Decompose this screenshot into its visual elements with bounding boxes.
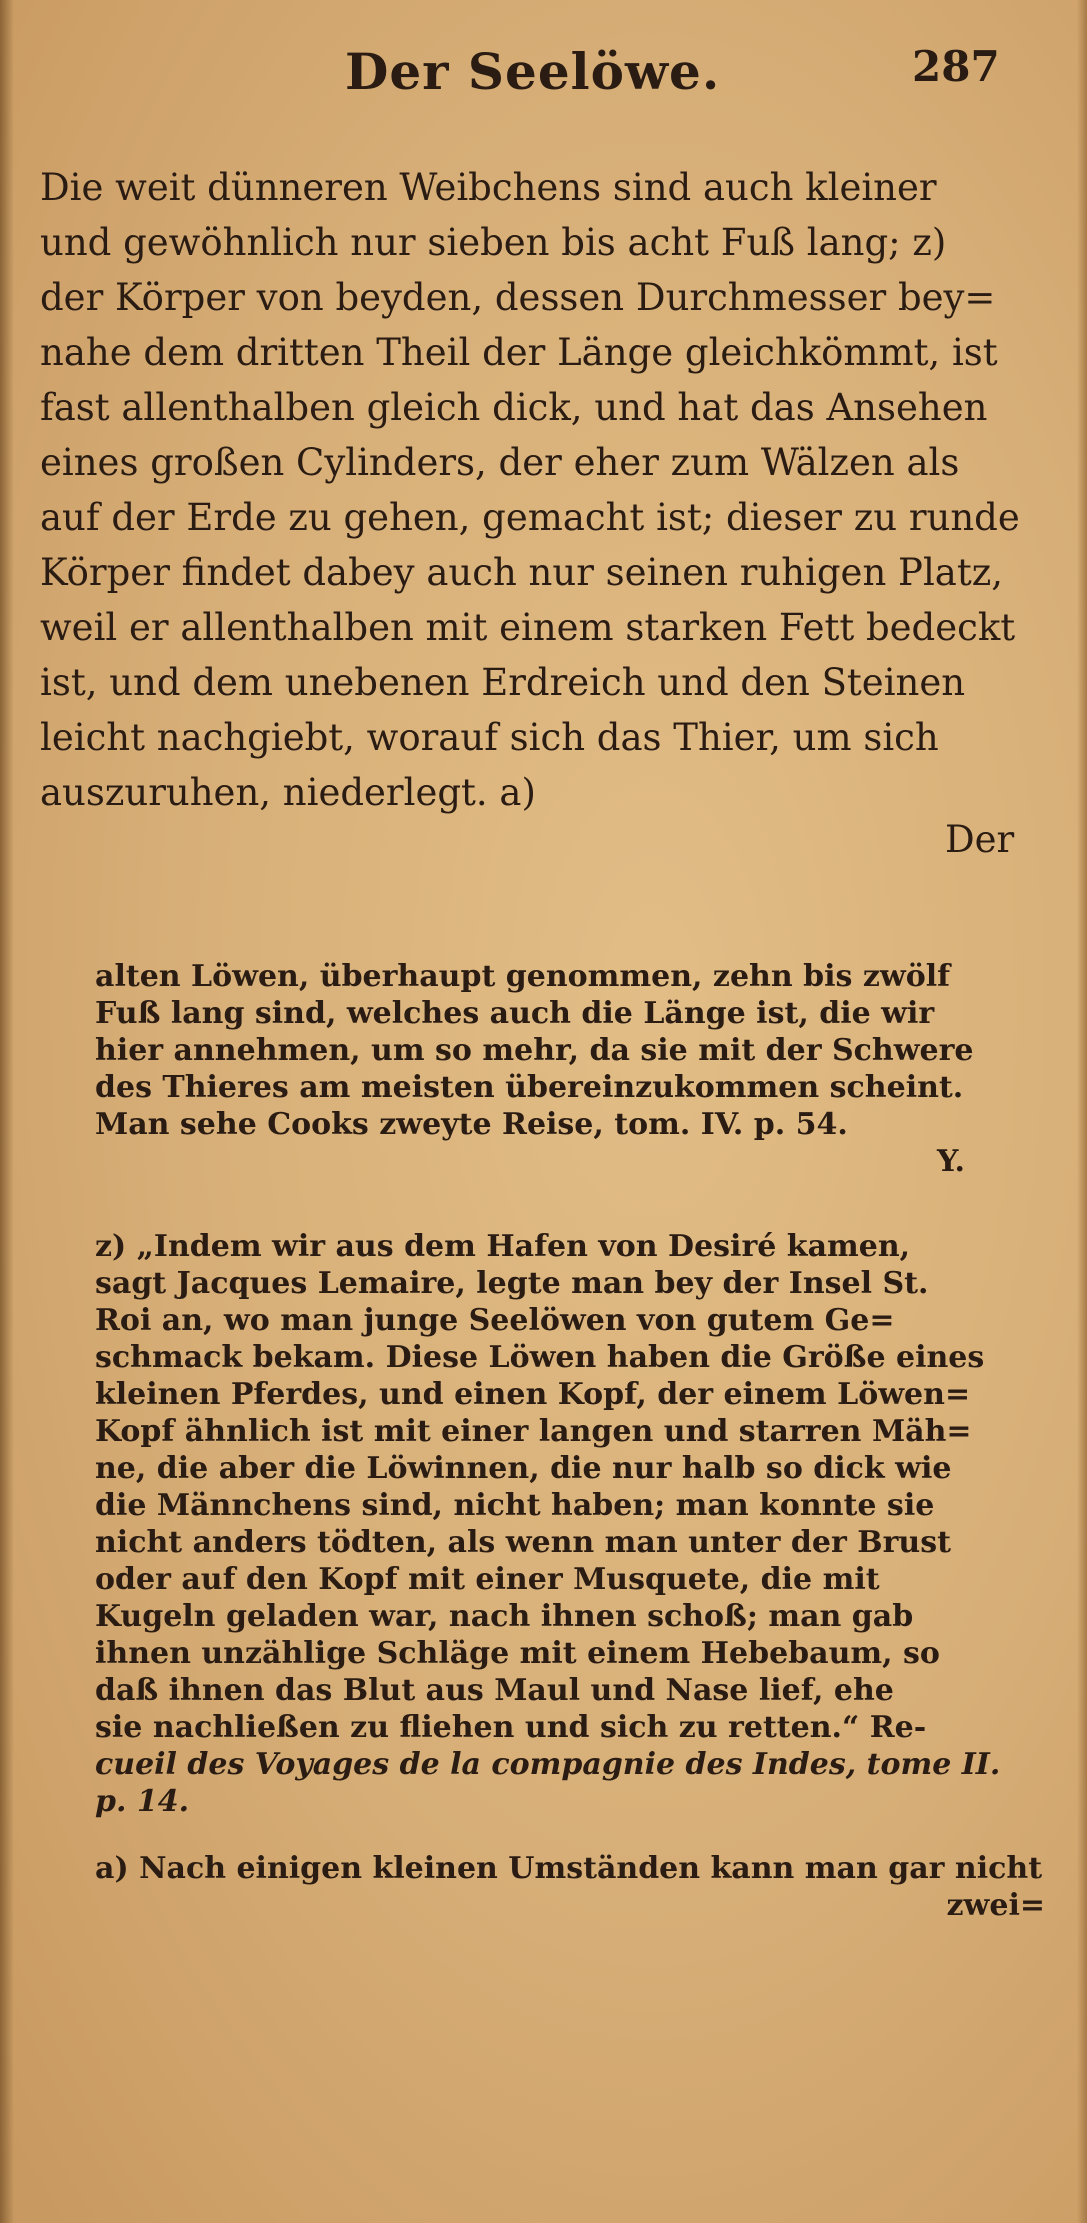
footnote-line: Man sehe Cooks zweyte Reise, tom. IV. p. 54. xyxy=(95,1107,848,1142)
footnote-line: oder auf den Kopf mit einer Musquete, die mit xyxy=(95,1562,880,1597)
footnote-line: alten Löwen, überhaupt genommen, zehn bis zwölf xyxy=(95,959,950,994)
text-line: ist, und dem unebenen Erdreich und den Steinen xyxy=(40,661,966,704)
footnote-line: Fuß lang sind, welches auch die Länge ist, die wir xyxy=(95,996,935,1031)
footnote-signature: Y. xyxy=(937,1144,965,1179)
footnote-catchword: zwei= xyxy=(946,1888,1045,1923)
footnote-line: Kopf ähnlich ist mit einer langen und starren Mäh= xyxy=(95,1414,972,1449)
footnote-line: Kugeln geladen war, nach ihnen schoß; man gab xyxy=(95,1599,914,1634)
footnote-line: daß ihnen das Blut aus Maul und Nase lief, ehe xyxy=(95,1673,894,1708)
footnote-y xyxy=(95,958,1055,1180)
footnote-line: hier annehmen, um so mehr, da sie mit der Schwere xyxy=(95,1033,974,1068)
running-title: Der Seelöwe. xyxy=(345,42,721,101)
footnote-line: Roi an, wo man junge Seelöwen von gutem Ge= xyxy=(95,1303,895,1338)
footnote-line: sie nachließen zu fliehen und sich zu retten.“ Re- xyxy=(95,1710,927,1745)
text-line: leicht nachgiebt, worauf sich das Thier, um sich xyxy=(40,716,939,759)
page-right-edge-shadow xyxy=(1077,0,1087,2223)
footnote-line: sagt Jacques Lemaire, legte man bey der Insel St. xyxy=(95,1266,929,1301)
footnote-line: kleinen Pferdes, und einen Kopf, der einem Löwen= xyxy=(95,1377,971,1412)
footnote-a xyxy=(95,1850,1055,1924)
main-text xyxy=(40,160,1050,820)
text-line: der Körper von beyden, dessen Durchmesser bey= xyxy=(40,276,996,319)
footnote-gap xyxy=(95,1180,1055,1228)
text-line: und gewöhnlich nur sieben bis acht Fuß lang; z) xyxy=(40,221,947,264)
footnote-line: die Männchens sind, nicht haben; man konnte sie xyxy=(95,1488,935,1523)
footnote-z xyxy=(95,1228,1055,1820)
text-line: Körper findet dabey auch nur seinen ruhigen Platz, xyxy=(40,551,1003,594)
footnotes xyxy=(95,958,1055,1924)
footnote-gap xyxy=(95,1820,1055,1850)
page-number: 287 xyxy=(912,42,1000,91)
text-line: eines großen Cylinders, der eher zum Wälzen als xyxy=(40,441,960,484)
footnote-line: nicht anders tödten, als wenn man unter der Brust xyxy=(95,1525,951,1560)
footnote-line: des Thieres am meisten übereinzukommen scheint. xyxy=(95,1070,964,1105)
text-line: nahe dem dritten Theil der Länge gleichkömmt, ist xyxy=(40,331,998,374)
footnote-line: schmack bekam. Diese Löwen haben die Größe eines xyxy=(95,1340,985,1375)
page-left-edge-shadow xyxy=(0,0,14,2223)
running-header xyxy=(0,42,1087,112)
catchword: Der xyxy=(945,818,1015,861)
text-line: weil er allenthalben mit einem starken Fett bedeckt xyxy=(40,606,1016,649)
text-line: auf der Erde zu gehen, gemacht ist; dieser zu runde xyxy=(40,496,1020,539)
footnote-line: cueil des Voyages de la compagnie des Indes, tome II. xyxy=(95,1747,1001,1782)
footnote-line: ihnen unzählige Schläge mit einem Hebebaum, so xyxy=(95,1636,940,1671)
text-line: auszuruhen, niederlegt. a) xyxy=(40,771,536,814)
footnote-line: z) „Indem wir aus dem Hafen von Desiré kamen, xyxy=(95,1229,911,1264)
text-line: fast allenthalben gleich dick, und hat das Ansehen xyxy=(40,386,988,429)
footnote-line: a) Nach einigen kleinen Umständen kann man gar nicht xyxy=(95,1851,1043,1886)
footnote-line: p. 14. xyxy=(95,1784,190,1819)
footnote-line: ne, die aber die Löwinnen, die nur halb so dick wie xyxy=(95,1451,952,1486)
text-line: Die weit dünneren Weibchens sind auch kleiner xyxy=(40,166,937,209)
